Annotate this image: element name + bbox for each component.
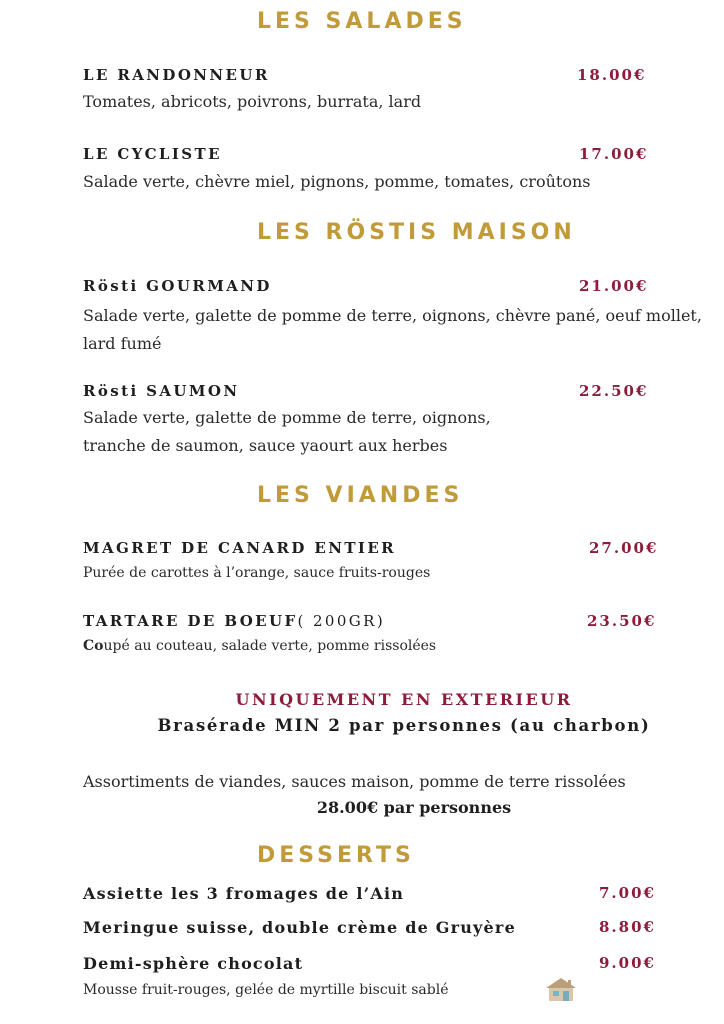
exterieur-desc: Assortiments de viandes, sauces maison, pomme de terre rissolées <box>83 772 626 791</box>
item-name-tartare-main: TARTARE DE BOEUF <box>83 612 298 630</box>
dessert-price-meringue: 8.80€ <box>599 918 656 936</box>
item-price-cycliste: 17.00€ <box>579 145 649 163</box>
house-icon <box>543 976 579 1002</box>
item-desc-rosti-gourmand: Salade verte, galette de pomme de terre, oignons, chèvre pané, oeuf mollet, lard fumé <box>83 306 702 353</box>
exterieur-price: 28.00€ par personnes <box>316 798 512 817</box>
item-price-tartare: 23.50€ <box>587 612 657 630</box>
dessert-desc-demi-sphere: Mousse fruit-rouges, gelée de myrtille biscuit sablé <box>83 982 449 998</box>
item-name-magret: MAGRET DE CANARD ENTIER <box>83 539 397 557</box>
dessert-name-fromages: Assiette les 3 fromages de l’Ain <box>83 884 405 903</box>
item-name-cycliste: LE CYCLISTE <box>83 145 222 163</box>
item-desc-cycliste: Salade verte, chèvre miel, pignons, pomme, tomates, croûtons <box>83 172 591 191</box>
item-desc-rosti-saumon-line2: tranche de saumon, sauce yaourt aux herbes <box>83 436 448 455</box>
section-title-desserts: DESSERTS <box>257 843 415 868</box>
item-name-randonneur: LE RANDONNEUR <box>83 66 270 84</box>
section-title-rostis: LES RÖSTIS MAISON <box>257 220 576 245</box>
item-price-rosti-saumon: 22.50€ <box>579 382 649 400</box>
section-title-salades: LES SALADES <box>257 9 467 34</box>
item-desc-randonneur: Tomates, abricots, poivrons, burrata, lard <box>83 92 422 111</box>
item-desc-tartare <box>83 638 436 654</box>
dessert-price-demi-sphere: 9.00€ <box>599 954 656 972</box>
exterieur-heading: UNIQUEMENT EN EXTERIEUR <box>235 690 573 709</box>
item-desc-rosti-saumon-line1: Salade verte, galette de pomme de terre, oignons, <box>83 408 491 427</box>
section-title-viandes: LES VIANDES <box>257 483 464 508</box>
exterieur-subheading: Brasérade MIN 2 par personnes (au charbon) <box>157 716 651 735</box>
dessert-name-meringue: Meringue suisse, double crème de Gruyère <box>83 918 516 937</box>
item-price-randonneur: 18.00€ <box>577 66 647 84</box>
item-desc-magret: Purée de carottes à l’orange, sauce fruits-rouges <box>83 565 431 581</box>
item-price-rosti-gourmand: 21.00€ <box>579 277 649 295</box>
item-price-magret: 27.00€ <box>589 539 659 557</box>
dessert-name-demi-sphere: Demi-sphère chocolat <box>83 954 304 973</box>
item-name-rosti-saumon: Rösti SAUMON <box>83 382 240 400</box>
item-name-tartare <box>83 612 385 630</box>
item-name-rosti-gourmand: Rösti GOURMAND <box>83 277 272 295</box>
dessert-price-fromages: 7.00€ <box>599 884 656 902</box>
item-name-tartare-weight: ( 200GR) <box>297 612 386 630</box>
item-desc-tartare-rest: upé au couteau, salade verte, pomme rissolées <box>103 638 437 654</box>
item-desc-tartare-bold: Co <box>83 638 104 654</box>
